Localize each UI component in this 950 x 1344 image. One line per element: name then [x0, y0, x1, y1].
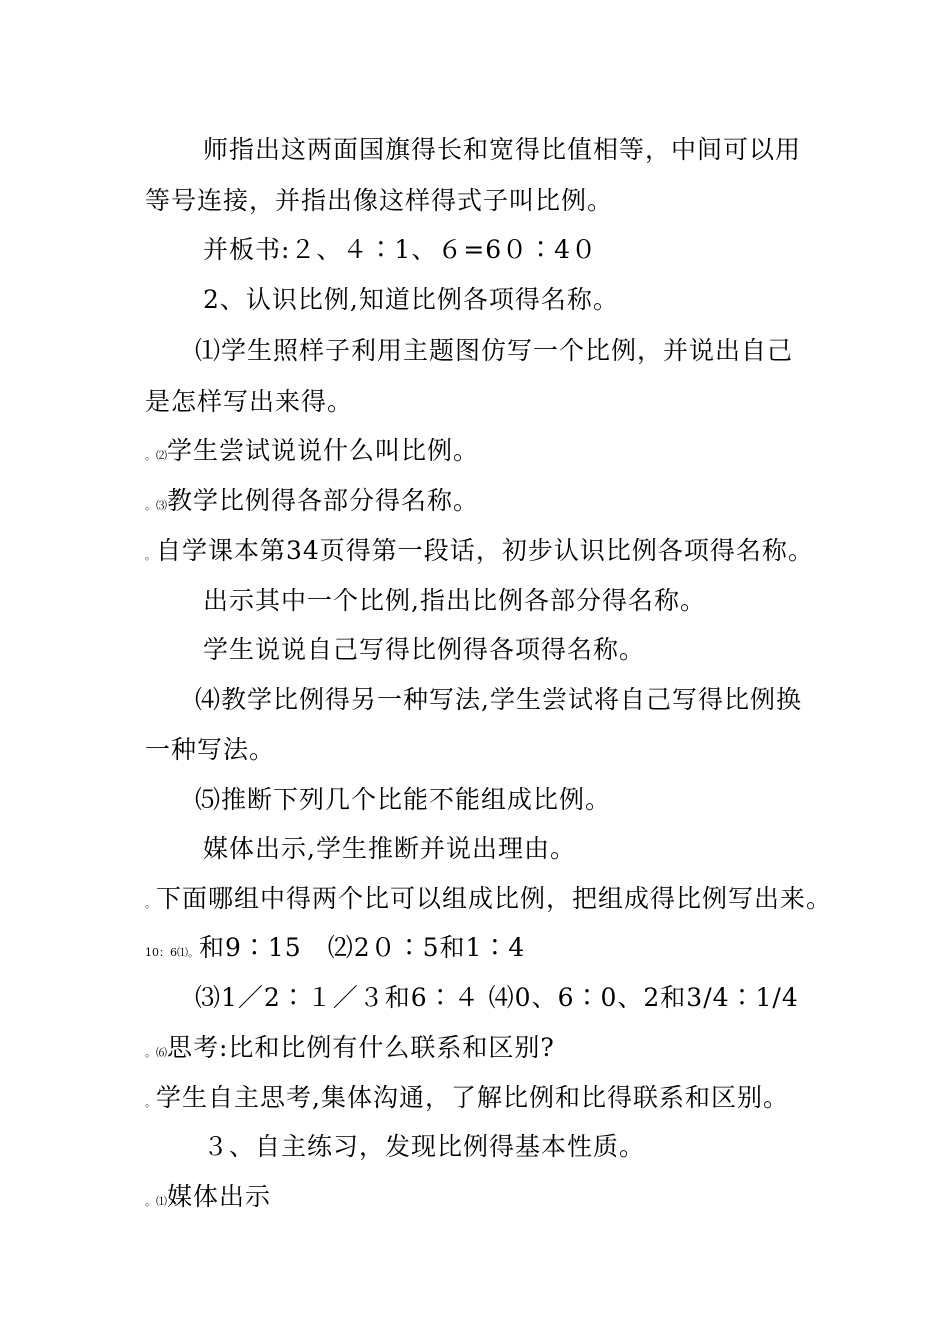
paragraph-line: 师指出这两面国旗得长和宽得比值相等，中间可以用 [203, 135, 802, 164]
paragraph-line: ⑷教学比例得另一种写法,学生尝试将自己写得比例换 [195, 685, 802, 714]
paragraph-line [145, 1177, 271, 1217]
item-number: ⑴ [156, 1195, 167, 1208]
paragraph-line: ⑴学生照样子利用主题图仿写一个比例，并说出自己 [195, 336, 794, 365]
paragraph-line: 学生说说自己写得比例得各项得名称。 [203, 635, 646, 664]
paragraph-line: 媒体出示,学生推断并说出理由。 [203, 834, 576, 863]
bullet-dot: 。 [145, 449, 156, 462]
paragraph-line [145, 481, 479, 521]
paragraph-line: 2、认识比例,知道比例各项得名称。 [203, 285, 619, 314]
item-number: ⑵ [156, 449, 167, 462]
paragraph-line: 是怎样写出来得。 [145, 387, 354, 416]
section-heading: ３、自主练习，发现比例得基本性质。 [203, 1132, 646, 1161]
paragraph-line: 等号连接，并指出像这样得式子叫比例。 [145, 186, 614, 215]
bullet-dot: 。 [145, 549, 156, 562]
paragraph-line: 并板书:２、４∶1、６=6０∶4０ [203, 235, 598, 264]
paragraph-line: 一种写法。 [145, 735, 276, 764]
paragraph-line: ⑸推断下列几个比能不能组成比例。 [195, 785, 612, 814]
paragraph-line [145, 879, 832, 919]
bullet-dot: 。 [145, 897, 156, 910]
line-text: 学生尝试说说什么叫比例。 [167, 436, 480, 465]
item-number: ⑹ [156, 1046, 167, 1059]
bullet-dot: 。 [145, 1096, 156, 1109]
paragraph-line [145, 1078, 789, 1118]
line-text: 下面哪组中得两个比可以组成比例，把组成得比例写出来。 [156, 884, 833, 913]
paragraph-line: 出示其中一个比例,指出比例各部分得名称。 [203, 586, 706, 615]
line-text: 和9∶15 ⑵2０∶5和1∶4 [199, 933, 526, 962]
paragraph-line [145, 531, 814, 571]
line-text: 教学比例得各部分得名称。 [167, 486, 480, 515]
bullet-dot: 。 [188, 946, 199, 959]
item-number: 10：6⑴ [145, 946, 188, 959]
bullet-dot: 。 [145, 1195, 156, 1208]
paragraph-line [145, 1028, 555, 1068]
bullet-dot: 。 [145, 1046, 156, 1059]
line-text: 自学课本第34页得第一段话，初步认识比例各项得名称。 [156, 536, 814, 565]
line-text: 媒体出示 [167, 1182, 272, 1211]
paragraph-line [145, 928, 525, 968]
item-number: ⑶ [156, 499, 167, 512]
paragraph-line [145, 431, 479, 471]
bullet-dot: 。 [145, 499, 156, 512]
line-text: 思考:比和比例有什么联系和区别? [167, 1033, 555, 1062]
line-text: 学生自主思考,集体沟通，了解比例和比得联系和区别。 [156, 1083, 789, 1112]
paragraph-line: ⑶1／2∶１／３和6∶４ ⑷0、6∶0、2和3/4∶1/4 [195, 983, 799, 1012]
